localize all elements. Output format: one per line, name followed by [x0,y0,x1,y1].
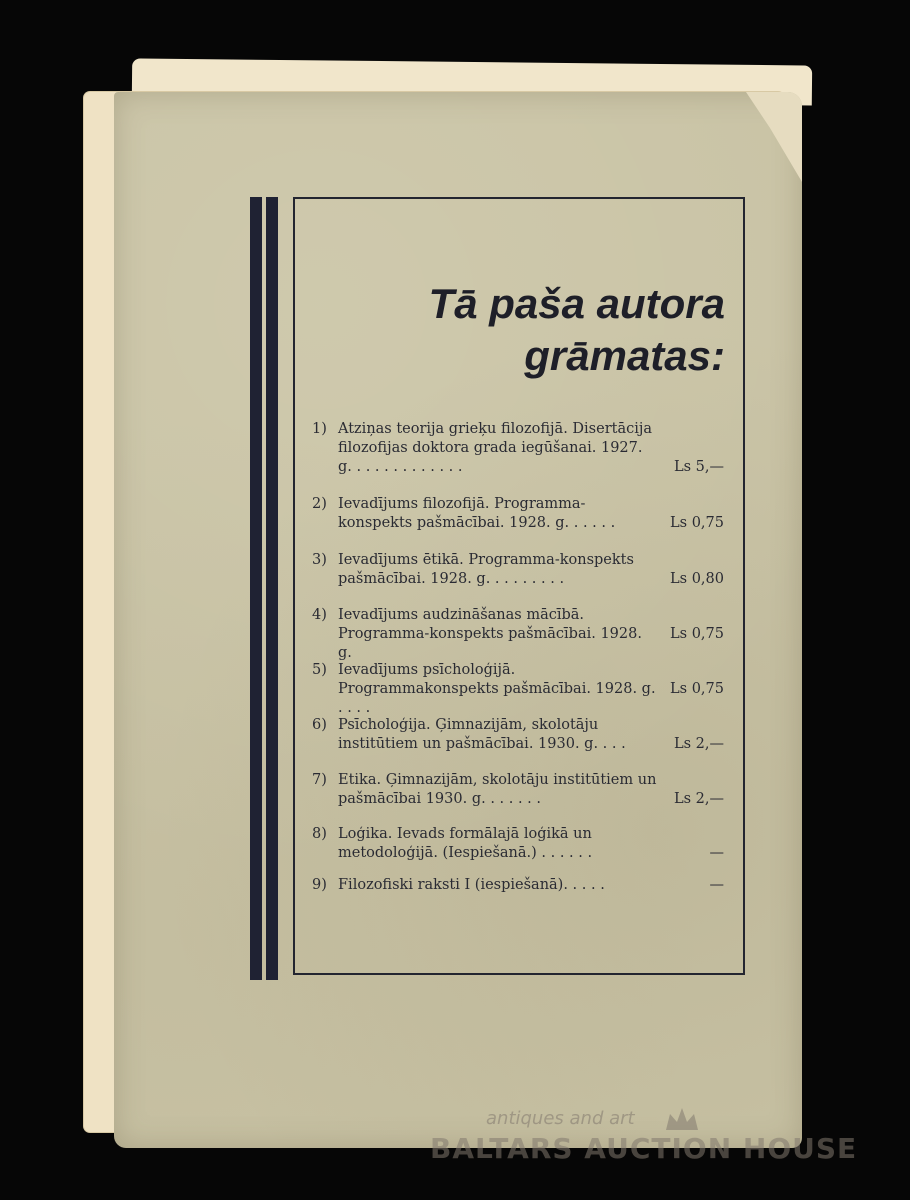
book-price: Ls 2,— [673,736,724,752]
watermark-name: BALTARS AUCTION HOUSE [430,1132,858,1165]
watermark-tagline: antiques and art [486,1108,635,1129]
book-item [312,876,724,895]
decorative-stripe [250,197,262,980]
book-item [312,771,724,809]
worn-corner [722,92,802,182]
book-number: 7) [312,772,327,788]
book-number: 8) [312,826,327,842]
book-price: Ls 2,— [673,791,724,807]
book-number: 5) [312,662,327,678]
book-price: Ls 0,75 [670,515,724,531]
book-item [312,420,724,477]
book-price: — [709,845,724,861]
book-title: Ievadījums filozofijā. Programma-konspekts pašmācībai. 1928. g. . . . . . [338,496,616,531]
book-item [312,716,724,754]
cover-heading [380,278,725,382]
book-item [312,551,724,589]
book-title: Ievadījums audzināšanas mācībā. Programma-konspekts pašmācībai. 1928. g. [338,607,642,661]
decorative-stripe [266,197,278,980]
heading-line-1: Tā paša autora [428,280,725,327]
book-title: Etika. Ģimnazijām, skolotāju institūtiem un pašmācībai 1930. g. . . . . . . [338,772,657,807]
book-title: Loģika. Ievads formālajā loģikā un metodoloģijā. (Iespiešanā.) . . . . . . [338,826,593,861]
book-price: Ls 0,75 [670,626,724,642]
book-price: Ls 5,— [673,459,724,475]
book-number: 1) [312,421,327,437]
book-number: 3) [312,552,327,568]
book-item [312,606,724,661]
book-number: 2) [312,496,327,512]
book-title: Atziņas teorija grieķu filozofijā. Disertācija filozofijas doktora grada iegūšanai. 1927. g. . . . . . . . . . . . . [338,421,653,475]
book-item [312,661,724,716]
book-item [312,495,724,533]
book-title: Ievadījums psīcholoģijā. Programmakonspekts pašmācībai. 1928. g. . . . . [338,662,656,716]
book-number: 6) [312,717,327,733]
book-number: 9) [312,877,327,893]
book-title: Ievadījums ētikā. Programma-konspekts pašmācībai. 1928. g. . . . . . . . . [338,552,634,587]
book-price: — [709,877,724,893]
book-price: Ls 0,75 [670,681,724,697]
heading-line-2: grāmatas: [524,332,725,379]
book-item [312,825,724,863]
book-title: Psīcholoģija. Ģimnazijām, skolotāju institūtiem un pašmācībai. 1930. g. . . . [338,717,626,752]
book-number: 4) [312,607,327,623]
book-title: Filozofiski raksti I (iespiešanā). . . . . [338,877,605,893]
book-price: Ls 0,80 [670,571,724,587]
